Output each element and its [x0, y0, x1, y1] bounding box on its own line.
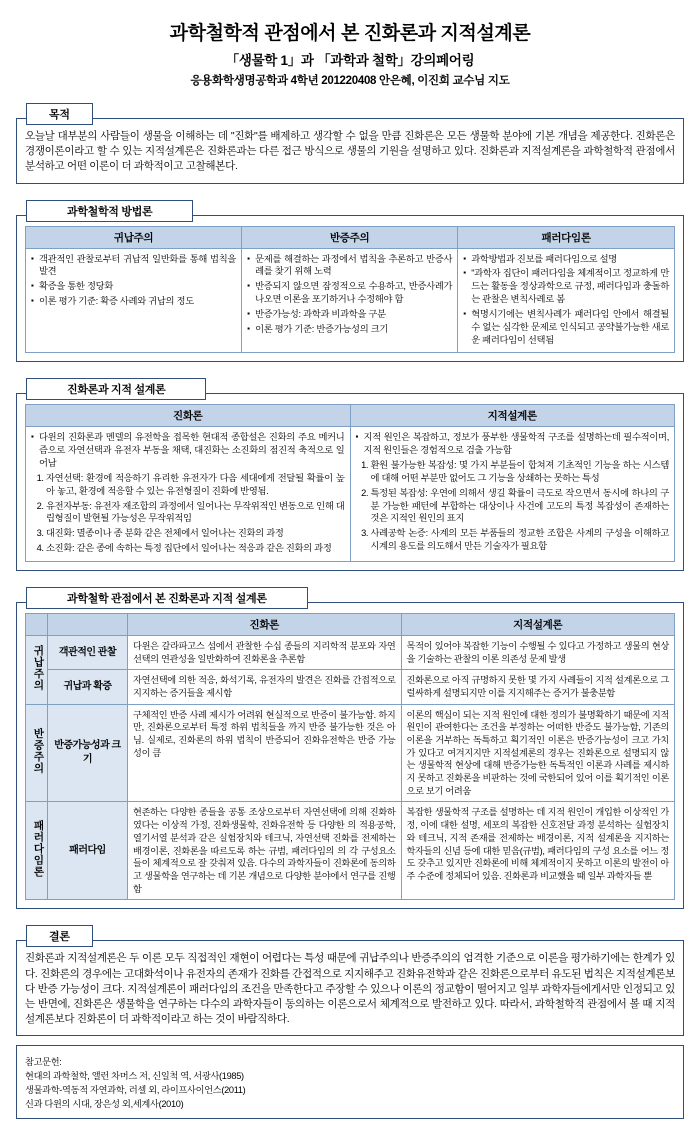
- section-label-conclusion: 결론: [26, 925, 93, 947]
- group-header-paradigm: [26, 802, 48, 900]
- inductivism-list: [31, 253, 236, 308]
- section-label-theories: 진화론과 지적 설계론: [26, 378, 206, 400]
- list-item: ▪ 확증을 통한 정당화: [31, 280, 236, 293]
- section-matrix: [16, 580, 684, 909]
- list-item: ▪ 혁명시기에는 변칙사례가 패러다임 안에서 해결될 수 없는 심각한 문제로 인식되고 공약불가능한 새로운 패러다임이 선택됨: [463, 308, 669, 346]
- list-item: 1. 환원 불가능한 복잡성: 몇 가지 부분들이 합쳐져 기초적인 기능을 하는 시스템에 대해 어떤 부분만 없어도 그 기능을 상쇄하는 못하는 특성: [371, 459, 670, 485]
- section-label-matrix: 과학철학 관점에서 본 진화론과 지적 설계론: [26, 587, 308, 609]
- reference-item: 현대의 과학철학, 앨런 차머스 저, 신일척 역, 서광사(1985): [25, 1071, 244, 1082]
- methodology-table: [25, 226, 675, 354]
- paradigm-list: [463, 253, 669, 347]
- theories-table: [25, 404, 675, 561]
- table-row: [26, 704, 675, 802]
- row-header-objective-observation: 객관적인 관찰: [48, 635, 128, 669]
- cell-design: 복잡한 생물학적 구조를 설명하는 데 지적 원인이 개입한 이상적인 가정, 이에 대한 설명, 세포의 복잡한 신호전달 과정 분석하는 실험장치와 테크닉, 지적 존재를 전제하는 배경이론, 지적 설계론을 지지하는 학자들의 신념 등에 대한 믿음(규범), 패러다임의 구성 요소를 어느 정도 갖추고 있지만 진화론에 비해 체계적이지 못하고 이론의 발전이 아주 수준에 정체되어 있음. 진화론과 비교했을 때 일부 과학자들 뿐: [401, 802, 675, 900]
- cell-design: 목적이 있어야 복잡한 기능이 수행될 수 있다고 가정하고 생물의 현상을 기술하는 관찰의 이론 의존성 문제 발생: [401, 635, 675, 669]
- list-item: ▪ 반증되지 않으면 잠정적으로 수용하고, 반증사례가 나오면 이론을 포기하거나 수정해야 함: [247, 280, 452, 306]
- list-item: 3. 대진화: 멸종이나 종 분화 같은 전체에서 일어나는 진화의 과정: [46, 527, 345, 540]
- cell-inductivism: [26, 248, 242, 353]
- matrix-table: [25, 613, 675, 900]
- list-item: ▪ 다윈의 진화론과 멘델의 유전학을 접목한 현대적 종합설은 진화의 주요 메커니즘으로 자연선택과 유전자 부동을 채택, 대진화는 소진화의 점진적 축적으로 일어남: [31, 431, 345, 469]
- section-conclusion: [16, 918, 684, 1036]
- column-header-design: 지적설계론: [401, 613, 675, 635]
- methodology-panel: [16, 215, 684, 363]
- list-item: ▪ 과학방법과 진보를 패러다임으로 설명: [463, 253, 669, 266]
- table-row: [26, 670, 675, 704]
- row-header-paradigm: 패러다임: [48, 802, 128, 900]
- list-item: ▪ 이론 평가 기준: 확증 사례와 귀납의 정도: [31, 295, 236, 308]
- falsificationism-list: [247, 253, 452, 336]
- cell-design: 이론의 핵심이 되는 지적 원인에 대한 정의가 불명확하기 때문에 지적 원인이 관여한다는 조건을 부정하는 어떠한 반증도 불가능함, 기존의 이론을 거부하는 독특하고 획기적인 이론은 반증가능성이 크고 가치가 있다고 여겨지지만 지적설계론의 경우는 진화론으로 설명되지 않는 생물학적 현상에 대해 반증가능한 독특적인 이론과 사례를 제시하지 못하고 진화론을 비판하는 것에 국한되어 있어 이를 획기적인 이론으로 보기 어려움: [401, 704, 675, 802]
- evolution-numbered-list: [31, 472, 345, 555]
- group-label: 귀납주의: [32, 644, 45, 691]
- group-header-inductivism: [26, 635, 48, 704]
- conclusion-panel: [16, 940, 684, 1036]
- design-lead-list: [356, 431, 670, 457]
- reference-item: 신과 다윈의 시대, 장은성 외,세계사(2010): [25, 1098, 184, 1109]
- column-header-inductivism: 귀납주의: [26, 226, 242, 248]
- list-item: 3. 사례공학 논증: 사계의 모든 부품들의 정교한 조합은 사계의 구성을 이해하고 시계의 용도를 의도해서 만든 기술자가 필요함: [371, 527, 670, 553]
- evolution-lead-list: [31, 431, 345, 469]
- table-row: [26, 802, 675, 900]
- cell-design: 진화론으로 아직 규명하지 못한 몇 가지 사례들이 지적 설계론으로 그럴싸하게 설명되지만 이를 지지해주는 증거가 불충분함: [401, 670, 675, 704]
- column-header-evolution: 진화론: [26, 405, 351, 427]
- row-header-falsifiability: 반증가능성과 크기: [48, 704, 128, 802]
- section-methodology: [16, 193, 684, 363]
- column-header-design: 지적설계론: [350, 405, 675, 427]
- cell-evolution: 자연선택에 의한 적응, 화석기록, 유전자의 발견은 진화를 간접적으로 지지하는 증거들을 제시함: [128, 670, 402, 704]
- group-header-falsificationism: [26, 704, 48, 802]
- design-numbered-list: [356, 459, 670, 553]
- section-label-purpose: 목적: [26, 103, 93, 125]
- section-purpose: [16, 96, 684, 184]
- table-header-row: [26, 613, 675, 635]
- list-item: ▪ 지적 원인은 복잡하고, 정보가 풍부한 생물학적 구조를 설명하는데 필수적이며, 지적 원인들은 경험적으로 검출 가능함: [356, 431, 670, 457]
- cell-design-detail: [350, 427, 675, 561]
- purpose-text: 오늘날 대부분의 사람들이 생물을 이해하는 데 "진화"를 배제하고 생각할 수 없을 만큼 진화론은 모든 생물학 분야에 기본 개념을 제공한다. 진화론은 경쟁이론이라고 할 수 있는 지적설계론은 진화론과는 다른 접근 방식으로 생물의 기원을 설명하고 있다. 진화론과 지적설계론을 과학철학적 관점에서 분석하고 어떤 이론이 더 과학적이고 고찰해본다.: [25, 130, 675, 173]
- page-subtitle: 「생물학 1」과 「과학과 철학」강의페어링: [225, 53, 475, 68]
- table-header-row: [26, 405, 675, 427]
- table-header-row: [26, 226, 675, 248]
- section-theories: [16, 371, 684, 570]
- references-panel: [16, 1045, 684, 1118]
- cell-evolution: 구체적인 반증 사례 제시가 어려워 현실적으로 반증이 불가능함. 하지만, 진화론으로부터 특정 하위 법칙들을 까지 반증 불가능한 것은 아님. 실제로, 진화론의 하위 법칙이 반증되어 진화유전학은 반증 가능성이 큼: [128, 704, 402, 802]
- purpose-panel: [16, 118, 684, 184]
- section-label-methodology: 과학철학적 방법론: [26, 200, 193, 222]
- reference-item: 생물과학-역동적 자연과학, 러셀 외, 라이프사이언스(2011): [25, 1084, 246, 1095]
- column-header-evolution: 진화론: [128, 613, 402, 635]
- list-item: 4. 소진화: 같은 종에 속하는 특정 집단에서 일어나는 적응과 같은 진화의 과정: [46, 542, 345, 555]
- cell-evolution-detail: [26, 427, 351, 561]
- group-label: 반증주의: [32, 727, 45, 774]
- list-item: ▪ "과학자 집단이 패러다임을 체계적이고 정교하게 만드는 활동을 정상과학으로 규정, 패러다임과 충돌하는 관찰은 변칙사례로 봄: [463, 267, 669, 305]
- list-item: 2. 유전자부동: 유전자 재조합의 과정에서 일어나는 무작위적인 변동으로 인해 대립형질이 발현될 가능성은 무작위적임: [46, 500, 345, 526]
- group-label: 패러다임론: [32, 819, 45, 878]
- cell-evolution: 다윈은 갈라파고스 섬에서 관찰한 수십 종들의 지리학적 분포와 자연선택의 연관성을 일반화하여 진화론을 추론함: [128, 635, 402, 669]
- conclusion-text: 진화론과 지적설계론은 두 이론 모두 직접적인 재현이 어렵다는 특성 때문에 귀납주의나 반증주의의 엄격한 기준으로 이론을 평가하기에는 한계가 있다. 진화론의 경우에는 고대화석이나 유전자의 존재가 진화를 간접적으로 지지해주고 진화유전학과 같은 진화론으로부터 유도된 법칙은 지적설계론보다 반증 가능성이 크다. 지적설계론이 패러다임의 조건을 만족한다고 주장할 수 있으나 이론의 정교함이 떨어지고 일부 과학자들에게서만 인정되고 있는 반면에, 진화론은 생물학을 연구하는 다수의 과학자들이 동의하는 이론으로서 체계적으로 발전하고 있다. 따라서, 과학철학적 관점에서 볼 때 지적설계론보다 진화론이 더 과학적이라고 하는 것이 바람직하다.: [25, 952, 675, 1026]
- column-header-blank-2: [48, 613, 128, 635]
- cell-falsificationism: [242, 248, 458, 353]
- table-row: [26, 635, 675, 669]
- list-item: ▪ 반증가능성: 과학과 비과학을 구분: [247, 308, 452, 321]
- cell-paradigm: [458, 248, 675, 353]
- list-item: 2. 특정된 복잡성: 우연에 의해서 생길 확률이 극도로 작으면서 동시에 하나의 구분 가능한 패턴에 부합하는 대상이나 사건에 고도의 특정 복잡성이 존재하는 것은 지적인 원인의 표지: [371, 487, 670, 525]
- list-item: ▪ 객관적인 관찰로부터 귀납적 일반화를 통해 법칙을 발견: [31, 253, 236, 279]
- page-authors: 응용화학생명공학과 4학년 201220408 안은혜, 이진희 교수님 지도: [190, 75, 510, 87]
- column-header-blank-1: [26, 613, 48, 635]
- table-row: [26, 427, 675, 561]
- list-item: 1. 자연선택: 환경에 적응하기 유리한 유전자가 다음 세대에게 전달될 확률이 높아 놓고, 환경에 적응할 수 있는 유전형질이 진화에 반영됨.: [46, 472, 345, 498]
- page-title: 과학철학적 관점에서 본 진화론과 지적설계론: [169, 23, 531, 44]
- references-label: 참고문헌:: [25, 1057, 62, 1068]
- column-header-paradigm: 패러다임론: [458, 226, 675, 248]
- theories-panel: [16, 393, 684, 570]
- list-item: ▪ 문제를 해결하는 과정에서 법칙을 추론하고 반증사례를 찾기 위해 노력: [247, 253, 452, 279]
- list-item: ▪ 이론 평가 기준: 반증가능성의 크기: [247, 323, 452, 336]
- row-header-induction-confirmation: 귀납과 확증: [48, 670, 128, 704]
- column-header-falsificationism: 반증주의: [242, 226, 458, 248]
- table-row: [26, 248, 675, 353]
- cell-evolution: 현존하는 다양한 종들을 공통 조상으로부터 자연선택에 의해 진화하였다는 이상적 가정, 진화생물학, 진화유전학 등 다양한 의 적용공학, 열기서열 분석과 같은 실험장치와 테크닉, 자연선택 진화를 전제하는 배경이론, 진화론을 따르도록 하는 규범, 패러다임의 의 각 구성요소들이 체계적으로 잘 갖춰져 있음. 다수의 과학자들이 진화론에 동의하고 생물학을 연구하는 데 기본 개념으로 다양한 분야에서 연구를 진행함: [128, 802, 402, 900]
- matrix-panel: [16, 602, 684, 909]
